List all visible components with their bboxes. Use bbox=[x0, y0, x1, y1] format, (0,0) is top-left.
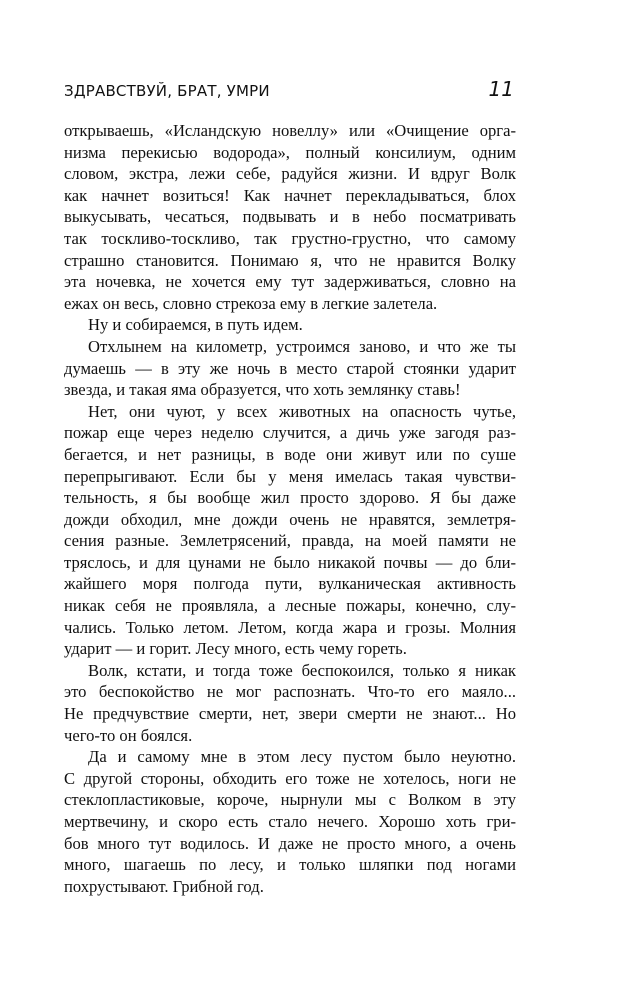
text-line: тряслось, и для цунами не было никакой почвы — до бли- bbox=[64, 552, 516, 572]
text-line: это беспокойство не мог распознать. Что-то его маяло... bbox=[64, 682, 516, 702]
text-line: дожди обходил, мне дожди очень не нравятся, землетря- bbox=[64, 509, 516, 529]
book-title: ЗДРАВСТВУЙ, БРАТ, УМРИ bbox=[64, 82, 270, 100]
text-line: Да и самому мне в этом лесу пустом было неуютно. bbox=[88, 747, 516, 767]
text-line: никак себя не проявляла, а лесные пожары, конечно, слу- bbox=[64, 596, 516, 616]
text-line: чались. Только летом. Летом, когда жара и грозы. Молния bbox=[64, 617, 516, 637]
text-line: мертвечину, и скоро есть стало нечего. Хорошо хоть гри- bbox=[64, 812, 516, 831]
text-line: думаешь — в эту же ночь в место старой стоянки ударит bbox=[64, 358, 516, 378]
page-number: 11 bbox=[488, 77, 514, 101]
text-line: Ну и собираемся, в путь идем. bbox=[88, 315, 303, 335]
text-line: так тоскливо-тоскливо, так грустно-грустно, что самому bbox=[64, 228, 516, 248]
text-line: выкусывать, чесаться, подвывать и в небо посматривать bbox=[64, 207, 516, 227]
text-line: Отхлынем на километр, устроимся заново, и что же ты bbox=[88, 336, 516, 356]
text-line: словом, экстра, лежи себе, радуйся жизни. И вдруг Волк bbox=[64, 164, 516, 184]
text-line: бов много тут водилось. И даже не просто много, а очень bbox=[64, 833, 516, 853]
text-line: ежах он весь, словно стрекоза ему в легкие залетела. bbox=[64, 293, 438, 313]
text-line: тельность, я бы вообще жил просто здорово. Я бы даже bbox=[64, 488, 516, 508]
text-line: ударит — и горит. Лесу много, есть чему гореть. bbox=[64, 639, 407, 659]
text-line: сения разные. Землетрясений, правда, на моей памяти не bbox=[64, 531, 516, 551]
running-header bbox=[64, 79, 514, 101]
text-line: чего-то он боялся. bbox=[64, 725, 193, 745]
text-line: жайшего моря полгода пути, вулканическая активность bbox=[64, 574, 516, 594]
text-line: много, шагаешь по лесу, и только шляпки под ногами bbox=[64, 855, 516, 875]
text-line: как начнет возиться! Как начнет перекладываться, блох bbox=[64, 185, 516, 205]
text-line: пожар еще через неделю случится, а дичь уже загодя раз- bbox=[64, 423, 516, 443]
text-line: стеклопластиковые, короче, нырнули мы с Волком в эту bbox=[64, 790, 516, 810]
text-line: звезда, и такая яма образуется, что хоть землянку ставь! bbox=[64, 380, 461, 400]
body-text bbox=[64, 120, 516, 897]
text-line: открываешь, «Исландскую новеллу» или «Очищение орга- bbox=[64, 121, 516, 140]
text-line: страшно становится. Понимаю я, что не нравится Волку bbox=[64, 250, 516, 270]
text-line: бегается, и нет разницы, в воде они живут или по суше bbox=[64, 444, 516, 464]
text-line: Не предчувствие смерти, нет, звери смерти не знают... Но bbox=[64, 704, 516, 724]
text-line: Нет, они чуют, у всех животных на опасность чутье, bbox=[88, 401, 516, 421]
text-line: Волк, кстати, и тогда тоже беспокоился, только я никак bbox=[88, 660, 516, 680]
text-line: эта ночевка, не хочется ему тут задерживаться, словно на bbox=[64, 272, 516, 292]
text-line: С другой стороны, обходить его тоже не хотелось, ноги не bbox=[64, 768, 516, 788]
text-line: перепрыгивают. Если бы у меня имелась такая чувстви- bbox=[64, 466, 516, 486]
text-line: низма перекисью водорода», полный консилиум, одним bbox=[64, 142, 516, 162]
text-line: похрустывают. Грибной год. bbox=[64, 876, 264, 896]
